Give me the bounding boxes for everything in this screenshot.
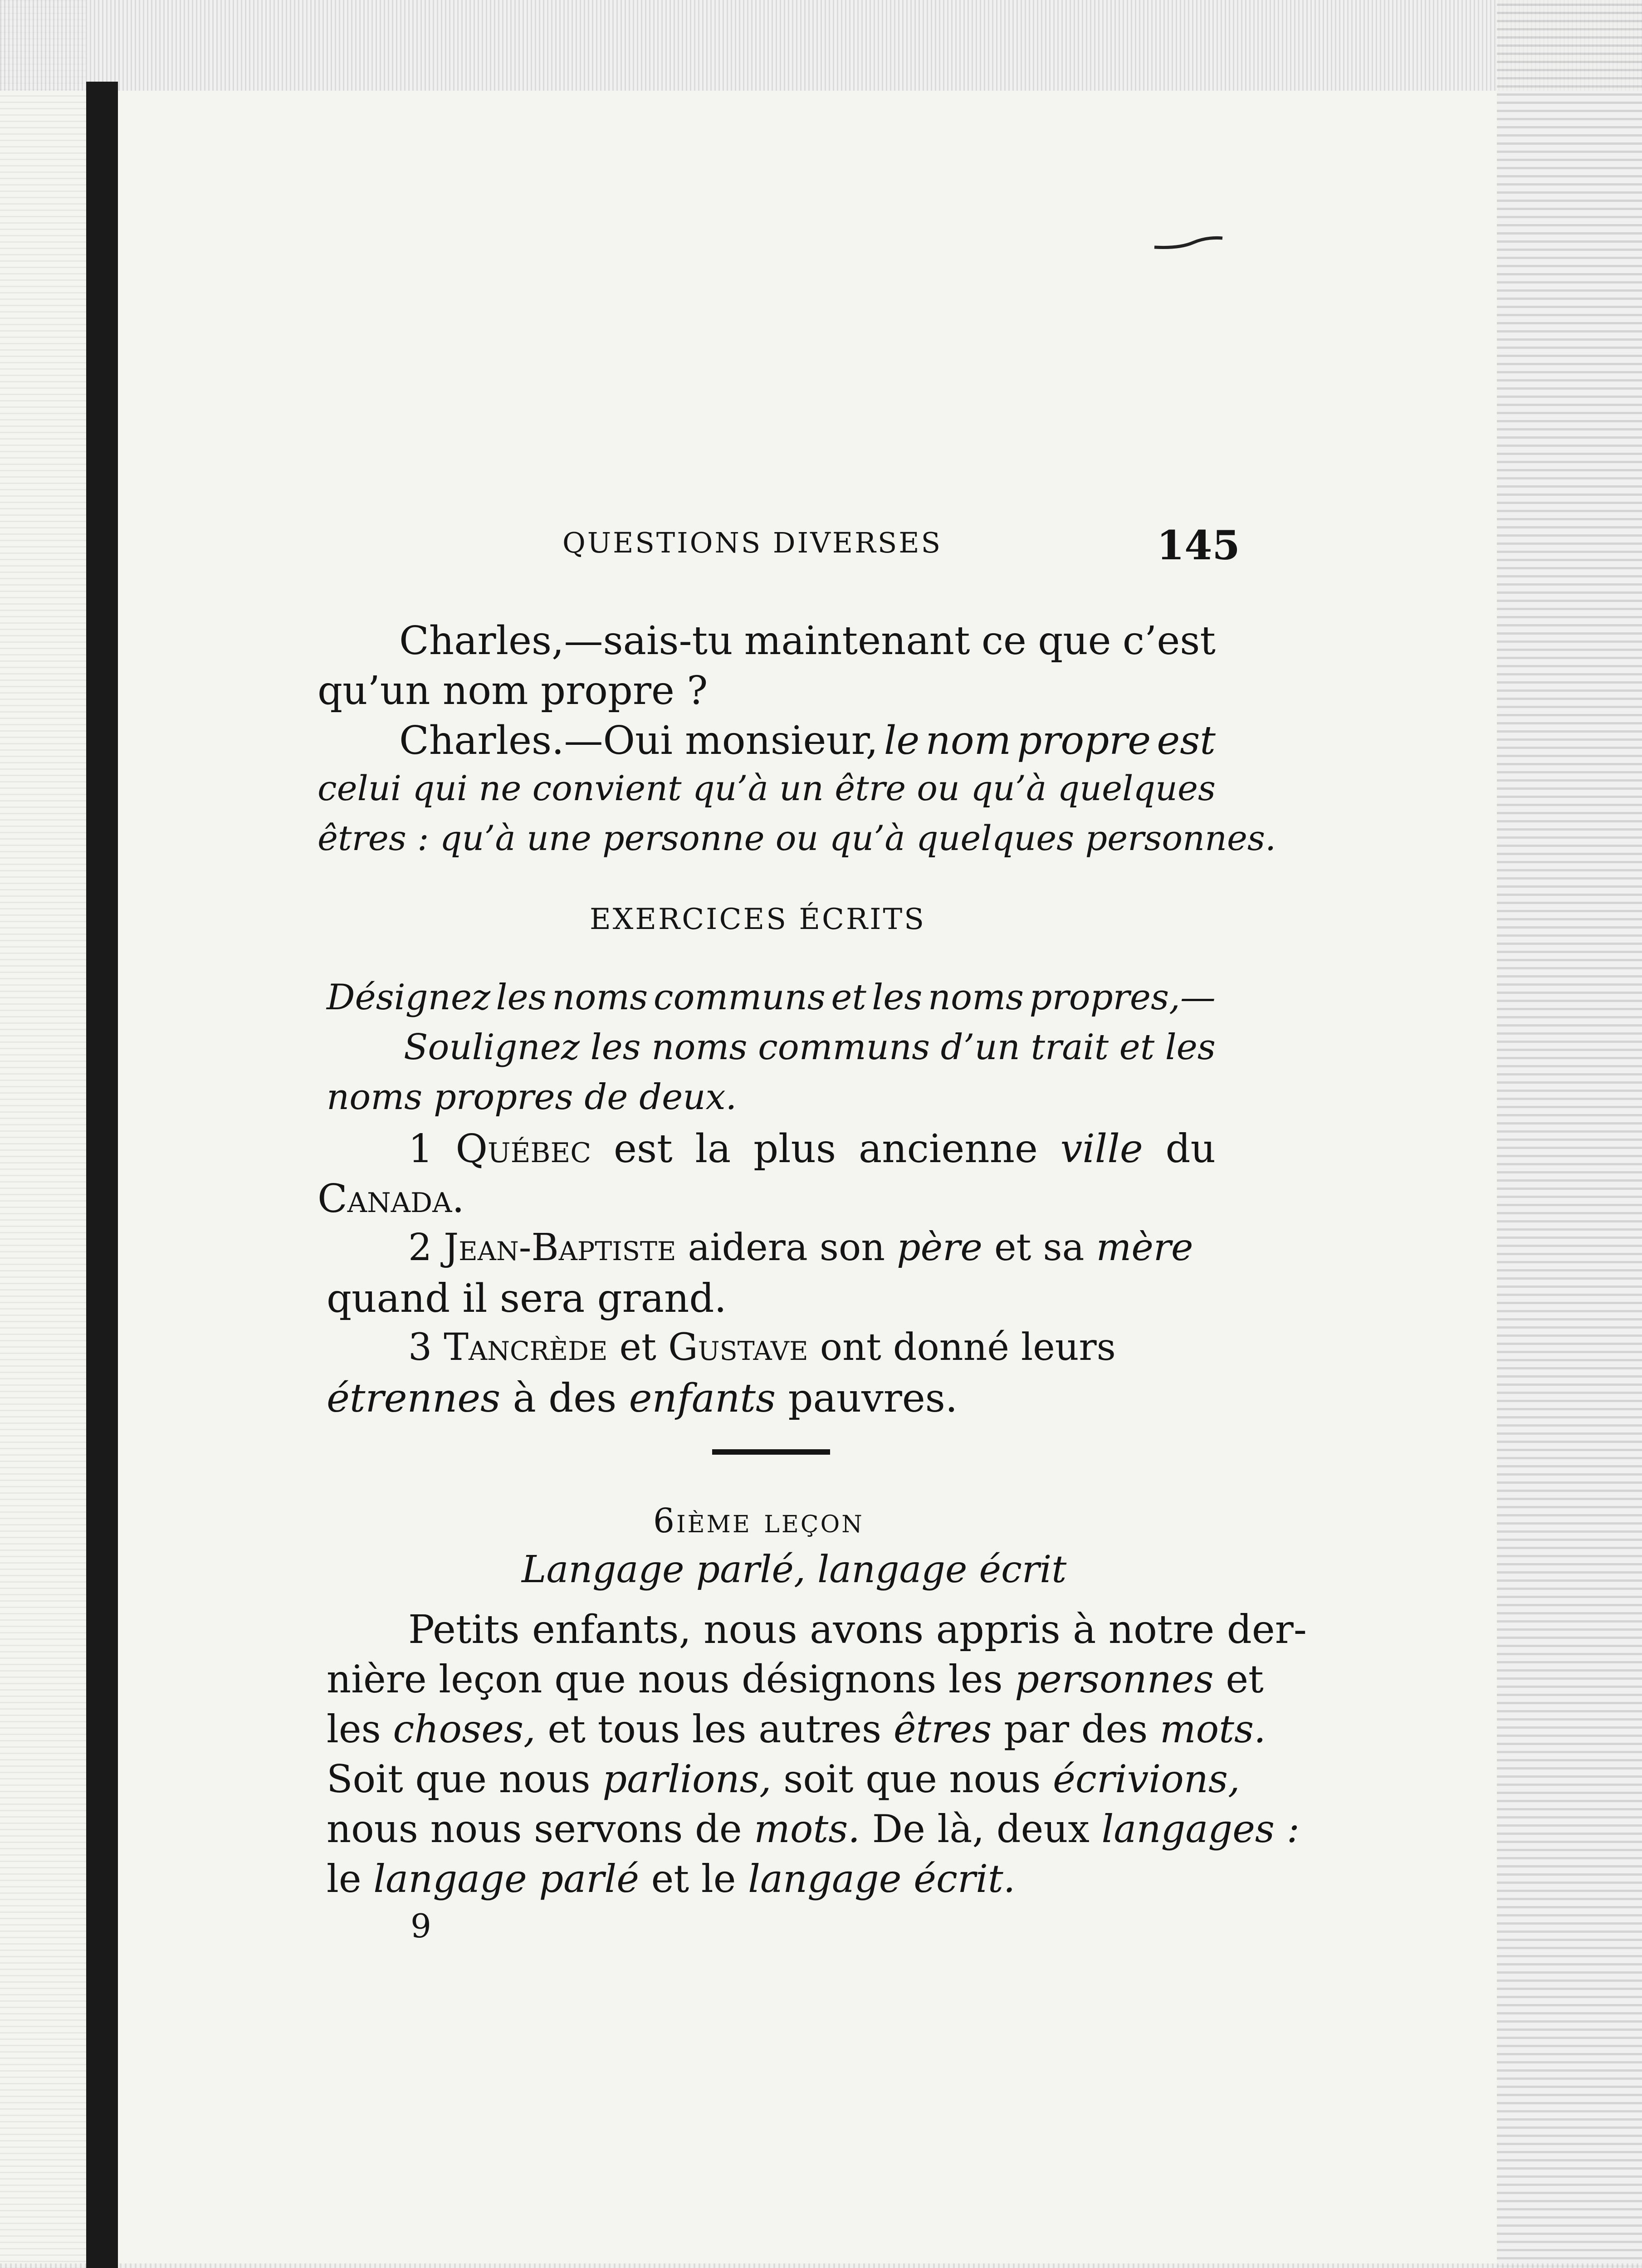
dialogue-line-5: êtres : qu’à une personne ou qu’à quelques personnes. [318,818,1276,858]
scan-noise-bottom [0,2263,1642,2268]
lesson-para-line-4: Soit que nous parlions, soit que nous écrivions, [327,1757,1240,1801]
instruction-line-2: Soulignez les noms communs d’un trait et les [404,1027,1216,1068]
exercise-3-line-1: 3 Tancrède et Gustave ont donné leurs [408,1326,1116,1369]
lesson-number: 6ième leçon [653,1501,864,1540]
exercise-1-line-1: 1 Québec est la plus ancienne ville du [408,1126,1216,1172]
dialogue-line-3: Charles.—Oui monsieur, le nom propre est [399,718,1216,763]
running-head: QUESTIONS DIVERSES [562,526,943,559]
instruction-line-1: Désignez les noms communs et les noms propres,— [327,977,1216,1018]
scan-noise-top [0,0,1642,91]
lesson-para-line-5: nous nous servons de mots. De là, deux langages : [327,1807,1300,1851]
exercise-2-line-1: 2 Jean-Baptiste aidera son père et sa mère [408,1226,1193,1269]
exercises-heading: EXERCICES ÉCRITS [590,903,926,936]
lesson-para-line-6: le langage parlé et le langage écrit. [327,1857,1016,1901]
lesson-title: Langage parlé, langage écrit [522,1548,1067,1591]
exercise-3-line-2: étrennes à des enfants pauvres. [327,1376,958,1421]
lesson-para-line-3: les choses, et tous les autres êtres par des mots. [327,1707,1266,1751]
scan-noise-right [1497,0,1642,2268]
dialogue-line-4: celui qui ne convient qu’à un être ou qu’à quelques [318,768,1216,808]
signature-mark: 9 [410,1907,431,1945]
exercise-1-line-2: Canada. [318,1176,464,1222]
instruction-line-3: noms propres de deux. [327,1077,737,1118]
section-divider [712,1449,830,1455]
scan-noise-left [0,0,86,2268]
lesson-para-line-2: nière leçon que nous désignons les personnes et [327,1657,1264,1701]
dialogue-line-2: qu’un nom propre ? [318,668,708,714]
lesson-para-line-1: Petits enfants, nous avons appris à notre der- [408,1607,1307,1652]
page-number: 145 [1157,522,1240,569]
dialogue-line-1: Charles,—sais-tu maintenant ce que c’est [399,618,1216,664]
exercise-2-line-2: quand il sera grand. [327,1276,727,1321]
page-binding-edge [86,82,118,2268]
pen-mark-icon [1152,236,1225,249]
